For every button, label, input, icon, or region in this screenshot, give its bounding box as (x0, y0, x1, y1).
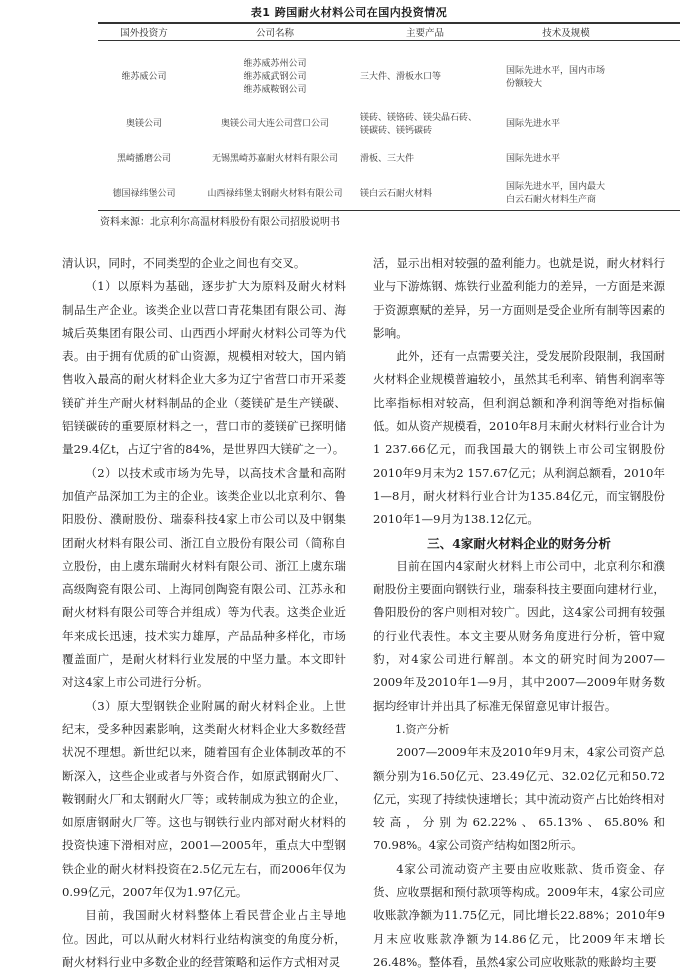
body-paragraph: （2）以技术或市场为先导，以高技术含量和高附加值产品深加工为主的企业。该类企业以北京利尔、鲁阳股份、濮耐股份、瑞泰科技4家上市公司以及中钢集团耐火材料有限公司、浙江自立股份有限公司（简称自立股份，由上虞东瑞耐火材料有限公司、浙江上虞东瑞高级陶瓷有限公司、上海同创陶瓷有限公司、江苏永和耐火材料有限公司等合并组成）等为代表。这类企业近年来成长迅速，技术实力雄厚，产品品种多样化，市场覆盖面广，是耐火材料行业发展的中坚力量。本文即针对这4家上市公司进行分析。 (62, 465, 346, 690)
table-cell-company (190, 118, 360, 131)
body-paragraph: 活，显示出相对较强的盈利能力。也就是说，耐火材料行业与下游炼钢、炼铁行业盈利能力的差异，一方面是来源于资源禀赋的差异，另一方面则是受企业所有制等因素的影响。 (373, 256, 665, 340)
body-paragraph: 目前在国内4家耐火材料上市公司中，北京利尔和濮耐股份主要面向钢铁行业，瑞泰科技主要面向建材行业，鲁阳股份的客户则相对较广。因此，这4家公司拥有较强的行业代表性。本文主要从财务角度进行分析，管中窥豹，对4家公司进行解剖。本文的研究时间为2007—2009年及2010年1—9月，其中2007—2009年财务数据均经审计并出具了标准无保留意见审计报告。 (373, 558, 665, 713)
body-paragraph: （3）原大型钢铁企业附属的耐火材料企业。上世纪末，受多种因素影响，这类耐火材料企业大多数经营状况不理想。新世纪以来，随着国有企业体制改革的不断深入，这些企业或者与外资合作，如原武钢耐火厂、鞍钢耐火厂和太钢耐火厂等；或转制成为独立的企业，如原唐钢耐火厂等。这也与钢铁行业内部对耐火材料的投资快速下滑相对应，2001—2005年，重点大中型钢铁企业的耐火材料投资在2.5亿元左右，而2006年仅为0.99亿元，2007年仅为1.97亿元。 (62, 698, 346, 900)
company-line: 山西禄纬堡太钢耐火材料有限公司 (207, 189, 343, 199)
product-line: 三大件、滑板水口等 (360, 72, 442, 82)
body-paragraph: （1）以原料为基础，逐步扩大为原料及耐火材料制品生产企业。该类企业以营口青花集团有限公司、海城后英集团有限公司、山西西小坪耐火材料公司等为代表。由于拥有优质的矿山资源，规模相对较大，国内销售收入最高的耐火材料企业大多为辽宁省营口市开采菱镁矿并生产耐火材料制品的企业（菱镁矿是生产镁碳、铝镁碳砖的重要原材料之一，营口市的菱镁矿已探明储量29.4亿t，占辽宁省的84%，是世界四大镁矿之一）。 (62, 279, 346, 457)
tech-line: 白云石耐火材料生产商 (506, 195, 597, 205)
table-bottom-rule (98, 210, 680, 211)
table-cell-tech (506, 65, 676, 91)
subsection-heading: 1.资产分析 (395, 722, 450, 736)
company-line: 无锡黑崎苏嘉耐火材料有限公司 (211, 154, 338, 164)
table-title: 表1 跨国耐火材料公司在国内投资情况 (250, 6, 448, 19)
table-cell-products (360, 71, 490, 84)
table-cell-products (360, 153, 490, 166)
product-line: 滑板、三大件 (360, 154, 415, 164)
body-paragraph: 此外，还有一点需要关注，受发展阶段限制，我国耐火材料企业规模普遍较小，虽然其毛利率、销售利润率等比率指标相对较高，但利润总额和净利润等绝对指标偏低。如从资产规模看，2010年8月末耐火材料行业合计为1 237.66亿元，而我国最大的钢铁上市公司宝钢股份2010年9月末为2 157.67亿元；从利润总额看，2010年1—8月，耐火材料行业合计为135.84亿元，而宝钢股份2010年1—9月为138.12亿元。 (373, 349, 665, 527)
company-line: 维苏威鞍钢公司 (243, 85, 307, 95)
table-cell-company (190, 58, 360, 97)
left-text-column (62, 252, 346, 974)
section-heading: 三、4家耐火材料企业的财务分析 (427, 535, 611, 551)
product-line: 镁白云石耐火材料 (360, 189, 433, 199)
table-cell-investor: 德国禄纬堡公司 (112, 189, 176, 199)
table-cell-investor: 维苏威公司 (121, 72, 167, 82)
body-paragraph: 4家公司流动资产主要由应收账款、货币资金、存货、应收票据和预付款项等构成。2009年末，4家公司应收账款净额为11.75亿元，同比增长22.88%；2010年9月末应收账款净额为14.86亿元，比2009年末增长26.48%。整体看，虽然4家公司应收账款的账龄均主要 (373, 861, 665, 969)
table-cell-products (360, 112, 490, 138)
right-text-column (373, 252, 665, 974)
table-cell-company (190, 188, 360, 201)
table-header-rule (98, 40, 680, 41)
table-cell-investor: 奥镁公司 (125, 119, 162, 129)
table-cell-company (190, 153, 360, 166)
body-paragraph: 2007—2009年末及2010年9月末，4家公司资产总额分别为16.50亿元、23.49亿元、32.02亿元和50.72亿元，实现了持续快速增长；其中流动资产占比始终相对较高，分别为62.22%、65.13%、65.80%和70.98%。4家公司资产结构如图2所示。 (373, 745, 665, 853)
tech-line: 国际先进水平 (506, 154, 561, 164)
body-paragraph: 清认识，同时，不同类型的企业之间也有交叉。 (62, 256, 306, 270)
table-header-tech: 技术及规模 (542, 28, 590, 39)
tech-line: 国际先进水平 (506, 119, 561, 129)
tech-line: 国际先进水平，国内市场 (506, 66, 606, 76)
product-line: 镁砖、镁铬砖、镁尖晶石砖、 (360, 113, 478, 123)
table-header-products: 主要产品 (405, 28, 444, 39)
product-line: 镁碳砖、镁钙碳砖 (360, 126, 433, 136)
table-header-company: 公司名称 (255, 28, 294, 39)
table-cell-investor: 黑崎播磨公司 (116, 154, 171, 164)
table-source-note: 资料来源：北京利尔高温材料股份有限公司招股说明书 (100, 217, 340, 228)
company-line: 维苏威苏州公司 (243, 59, 307, 69)
company-line: 奥镁公司大连公司营口公司 (220, 119, 329, 129)
table-cell-products (360, 188, 490, 201)
table-cell-tech (506, 118, 676, 131)
tech-line: 国际先进水平，国内最大 (506, 182, 606, 192)
table-header-investor: 国外投资方 (120, 28, 168, 39)
company-line: 维苏威武钢公司 (243, 72, 307, 82)
table-cell-tech (506, 153, 676, 166)
table-top-rule (98, 22, 680, 24)
tech-line: 份额较大 (506, 79, 543, 89)
table-cell-tech (506, 181, 676, 207)
body-paragraph: 目前，我国耐火材料整体上看民营企业占主导地位。因此，可以从耐火材料行业结构演变的角度分析，耐火材料行业中多数企业的经营策略和运作方式相对灵 (62, 908, 346, 969)
